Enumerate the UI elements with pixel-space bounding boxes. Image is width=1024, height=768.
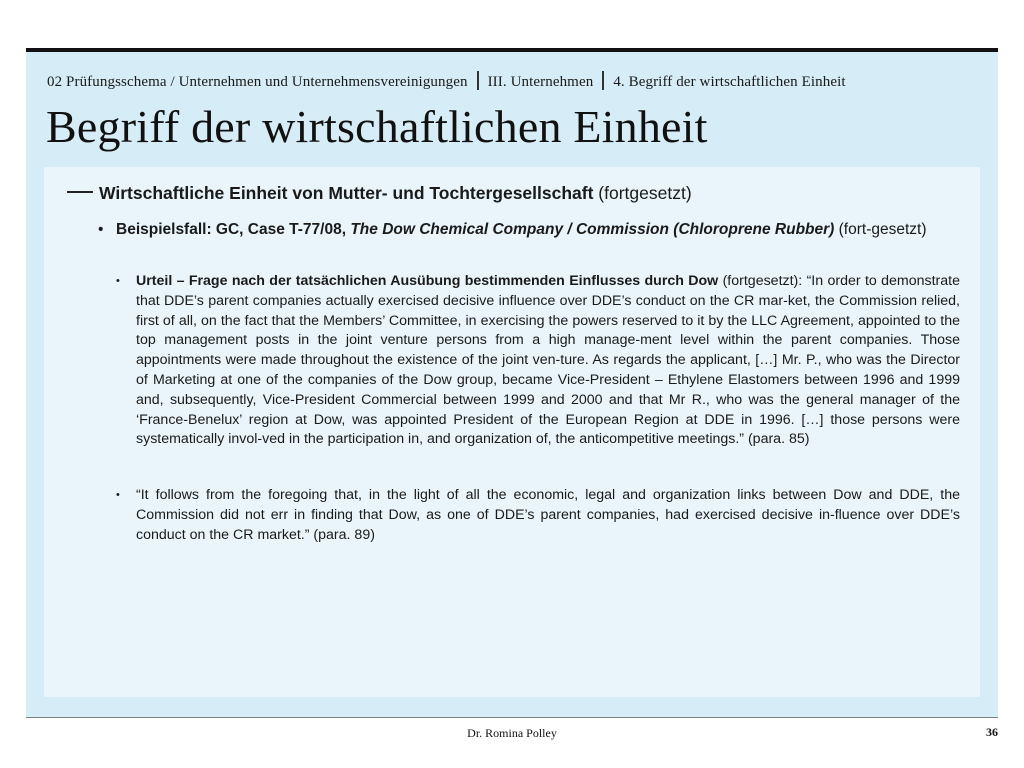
breadcrumb-separator — [602, 71, 604, 90]
heading-level-1 — [67, 181, 967, 205]
breadcrumb-item-section: III. Unternehmen — [487, 74, 594, 90]
top-divider — [26, 48, 998, 52]
bullet-icon: • — [116, 275, 120, 287]
heading-level-1-suffix: (fortgesetzt) — [593, 183, 692, 203]
bullet-icon: • — [116, 489, 120, 501]
page-number: 36 — [986, 725, 998, 739]
footer-divider — [26, 717, 998, 718]
conclusion-quote: “It follows from the foregoing that, in the light of all the economic, legal and organization links between Dow and DDE, the Commission did not err in finding that Dow, as one of DDE’s parent companies, had exercised decisive in-fluence over DDE’s conduct on the CR market.” (para. 89) — [136, 487, 960, 543]
breadcrumb-item-chapter: 02 Prüfungsschema / Unternehmen und Unternehmensvereinigungen — [47, 74, 468, 90]
judgment-quote: (fortgesetzt): “In order to demonstrate that DDE’s parent companies actually exercised decisive influence over DDE’s conduct on the CR mar-ket, the Commission relied, first of all, on the fact that the Members’ Committee, in exercising the powers reserved to it by the LLC Agreement, appointed to the top management posts in the joint venture persons from a high manage-ment level within the parent companies. Those appointments were made throughout the existence of the joint ven-ture. As regards the applicant, […] Mr. P., who was the Director of Marketing at one of the companies of the Dow group, became Vice-President – Ethylene Elastomers between 1996 and 1999 and, subsequently, Vice-President Commercial between 1999 and 2000 and that Mr R., who was the general manager of the ‘France-Benelux’ region at Dow, was appointed President of the European Region at DDE in 1996. […] those persons were systematically invol-ved in the participation in, and organization of, the anticompetitive meetings.” (para. 85) — [136, 273, 960, 448]
footer-author: Dr. Romina Polley — [467, 726, 557, 740]
case-label: Beispielsfall: GC, Case T-77/08, — [116, 221, 351, 238]
bullet-level-3-judgment — [116, 272, 960, 450]
breadcrumb-separator — [477, 71, 479, 90]
bullet-level-2 — [98, 219, 960, 240]
case-suffix: (fort-gesetzt) — [834, 221, 927, 238]
page-title: Begriff der wirtschaftlichen Einheit — [46, 101, 708, 152]
breadcrumb-item-topic: 4. Begriff der wirtschaftlichen Einheit — [613, 74, 846, 90]
bullet-level-3-conclusion — [116, 486, 960, 545]
judgment-heading: Urteil – Frage nach der tatsächlichen Ausübung bestimmenden Einflusses durch Dow — [136, 273, 719, 289]
case-title: The Dow Chemical Company / Commission (Chloroprene Rubber) — [350, 221, 835, 238]
heading-level-1-bold: Wirtschaftliche Einheit von Mutter- und Tochtergesellschaft — [99, 183, 594, 203]
breadcrumb — [47, 71, 987, 91]
dash-bullet-icon — [67, 191, 93, 193]
bullet-icon: • — [98, 221, 104, 238]
quote-paragraph — [136, 486, 960, 545]
quote-paragraph — [136, 272, 960, 450]
bullet-level-2-text — [116, 219, 960, 240]
